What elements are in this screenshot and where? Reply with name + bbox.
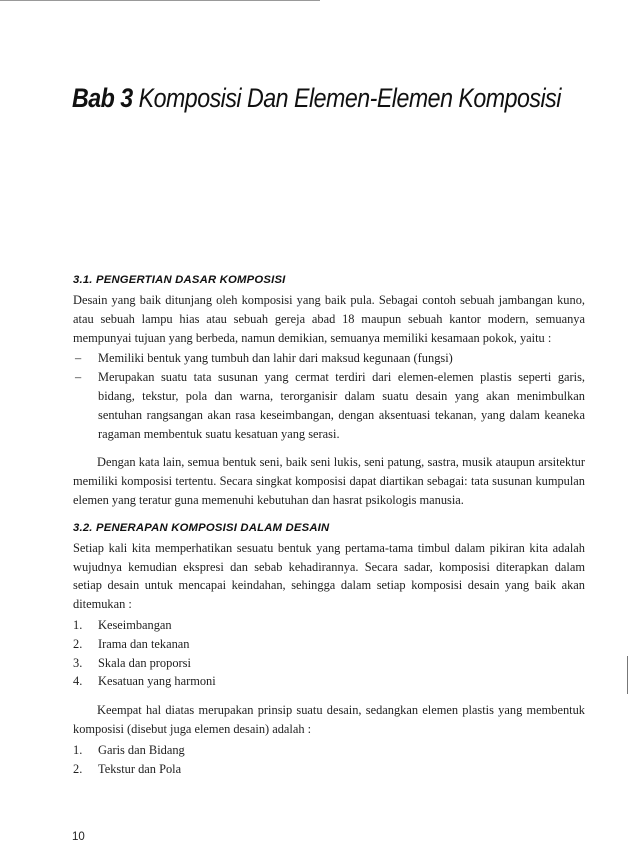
section-heading-3-1: 3.1. PENGERTIAN DASAR KOMPOSISI: [73, 274, 286, 286]
design-elements-list: [73, 741, 585, 779]
section-1-paragraph-2: Dengan kata lain, semua bentuk seni, baik seni lukis, seni patung, sastra, musik ataupun arsitektur memiliki komposisi tertentu. Secara singkat komposisi dapat diartikan sebagai: tata susunan kumpulan elemen yang teratur guna memenuhi kebutuhan dan hasrat psikologis manusia.: [73, 455, 585, 507]
dash-marker: –: [75, 351, 82, 366]
list-item: [73, 741, 585, 760]
list-item: [73, 672, 585, 691]
number-marker: 3.: [73, 655, 83, 670]
list-item-text: Memiliki bentuk yang tumbuh dan lahir dari maksud kegunaan (fungsi): [98, 351, 453, 366]
section-2-paragraph-1: Setiap kali kita memperhatikan sesuatu bentuk yang pertama-tama timbul dalam pikiran kita adalah wujudnya kemudian ekspresi dan sebab kehadirannya. Secara sadar, komposisi diterapkan dalam setiap desain untuk mencapai keindahan, sehingga dalam setiap komposisi desain yang baik akan ditemukan :: [73, 540, 585, 612]
page-content: [73, 272, 585, 778]
design-principles-list: [73, 616, 585, 691]
dash-marker: –: [75, 370, 82, 385]
list-item-text: Kesatuan yang harmoni: [98, 674, 216, 689]
section-1-paragraph-1: Desain yang baik ditunjang oleh komposisi yang baik pula. Sebagai contoh sebuah jambangan kuno, atau sebuah lampu hias atau sebuah gereja abad 18 maupun sebuah kantor modern, semuanya mempunyai tujuan yang berbeda, namun demikian, semuanya memiliki kesamaan pokok, yaitu :: [73, 293, 585, 345]
chapter-title-text: Komposisi Dan Elemen-Elemen Komposisi: [138, 83, 561, 113]
list-item: [73, 635, 585, 654]
margin-mark: [627, 656, 628, 694]
list-item-text: Keseimbangan: [98, 617, 172, 632]
page-number: 10: [72, 831, 85, 843]
number-marker: 4.: [73, 674, 83, 689]
number-marker: 2.: [73, 636, 83, 651]
list-item: [73, 616, 585, 635]
number-marker: 1.: [73, 617, 83, 632]
list-item-text: Irama dan tekanan: [98, 636, 190, 651]
list-item-text: Skala dan proporsi: [98, 655, 191, 670]
chapter-title: [72, 83, 561, 114]
list-item: [73, 368, 585, 443]
list-item: [73, 349, 585, 368]
top-rule: [0, 0, 320, 1]
list-item: [73, 654, 585, 673]
list-item-text: Garis dan Bidang: [98, 742, 185, 757]
list-item: [73, 760, 585, 779]
section-2-paragraph-2: Keempat hal diatas merupakan prinsip suatu desain, sedangkan elemen plastis yang membentuk komposisi (disebut juga elemen desain) adalah :: [73, 703, 585, 736]
number-marker: 2.: [73, 761, 83, 776]
chapter-label: Bab 3: [72, 83, 133, 113]
list-item-text: Tekstur dan Pola: [98, 761, 182, 776]
list-item-text: Merupakan suatu tata susunan yang cermat terdiri dari elemen-elemen plastis seperti garis, bidang, tekstur, pola dan warna, terorganisir dalam suatu desain yang akan menimbulkan sentuhan rangsangan akan rasa keseimbangan, dengan aksentuasi tekanan, yang dalam keaneka ragaman membentuk suatu kesatuan yang serasi.: [98, 370, 585, 441]
section-heading-3-2: 3.2. PENERAPAN KOMPOSISI DALAM DESAIN: [73, 521, 330, 534]
number-marker: 1.: [73, 742, 83, 757]
section-1-dash-list: [73, 349, 585, 443]
